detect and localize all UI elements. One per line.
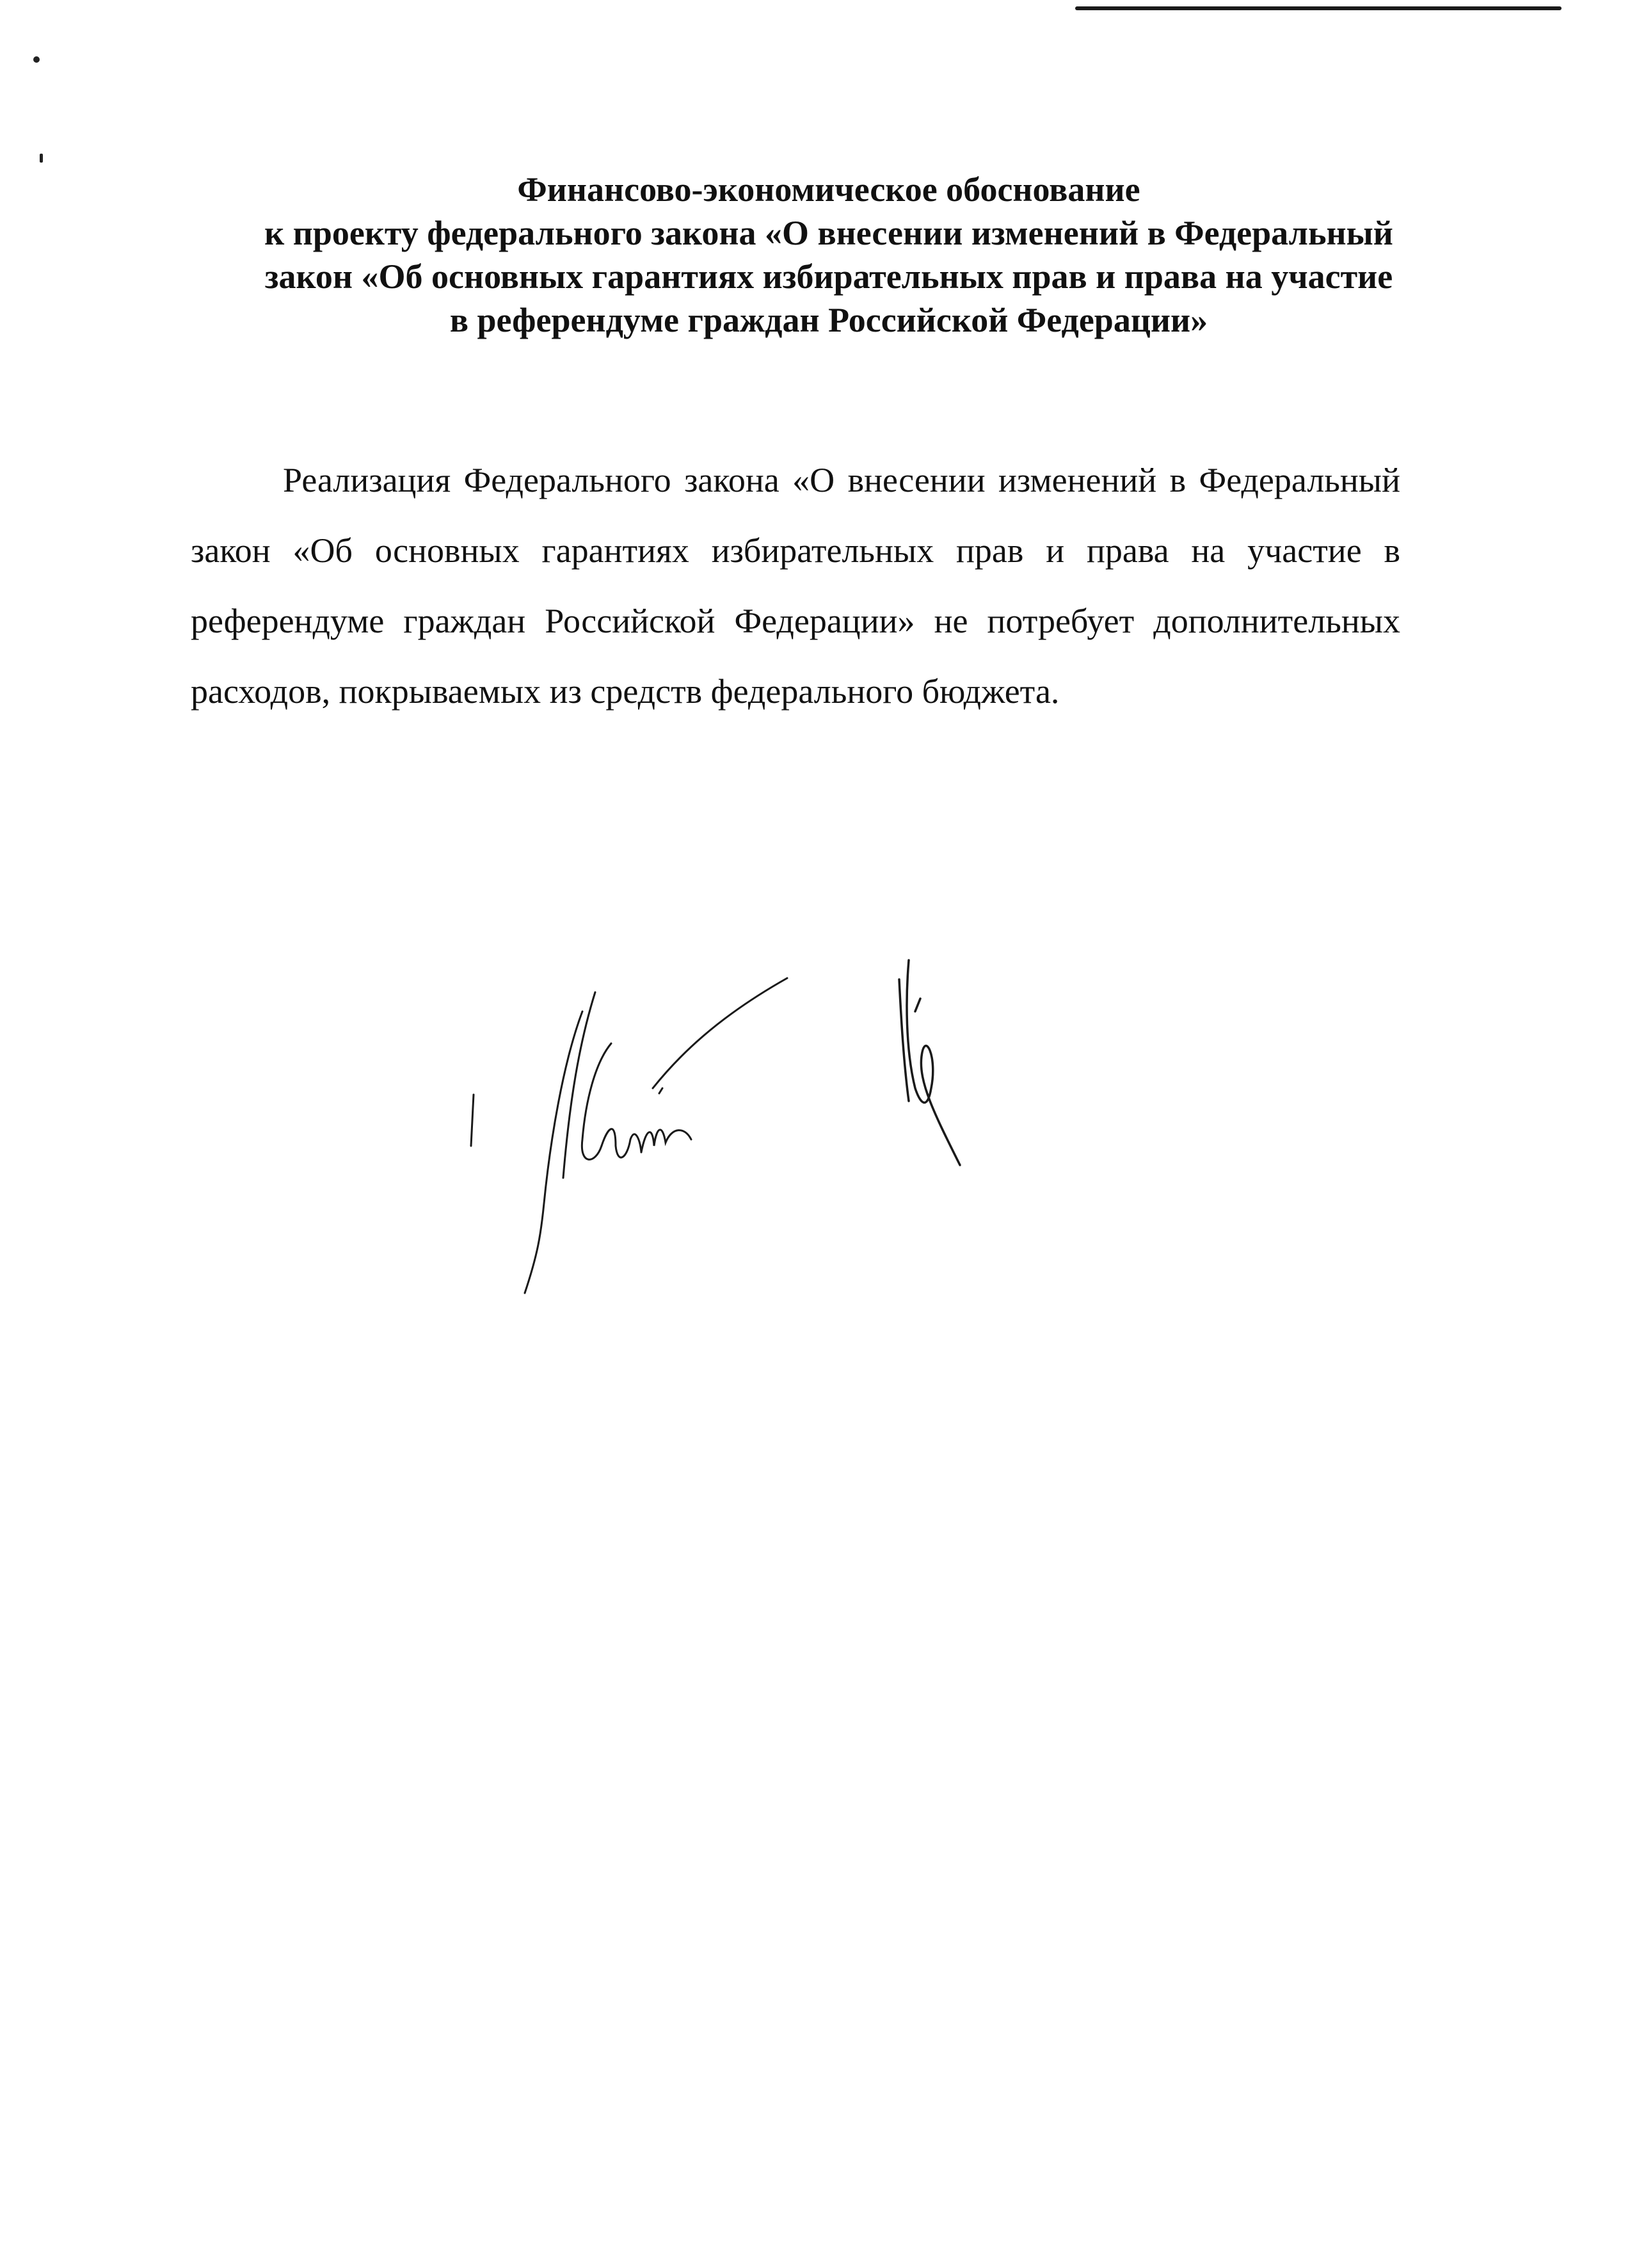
scan-edge-line (1075, 6, 1562, 10)
title-line: Финансово-экономическое обоснование (517, 170, 1140, 209)
title-line: в референдуме граждан Российской Федерации» (449, 301, 1208, 339)
handwritten-signature-icon (471, 978, 787, 1293)
title-line: к проекту федерального закона «О внесении изменений в Федеральный (264, 214, 1393, 252)
document-title (160, 168, 1498, 342)
scan-speck (40, 154, 43, 163)
signature-area (448, 935, 1184, 1331)
signatures-graphic (448, 935, 1184, 1331)
body-paragraph: Реализация Федерального закона «О внесении изменений в Федеральный закон «Об основных гарантиях избирательных прав и права на участие в референдуме граждан Российской Федерации» не потребует дополнительных расходов, покрываемых из средств федерального бюджета. (191, 461, 1400, 711)
title-line: закон «Об основных гарантиях избирательных прав и права на участие (264, 257, 1393, 296)
scan-speck (33, 56, 40, 63)
handwritten-signature-icon (899, 960, 960, 1165)
